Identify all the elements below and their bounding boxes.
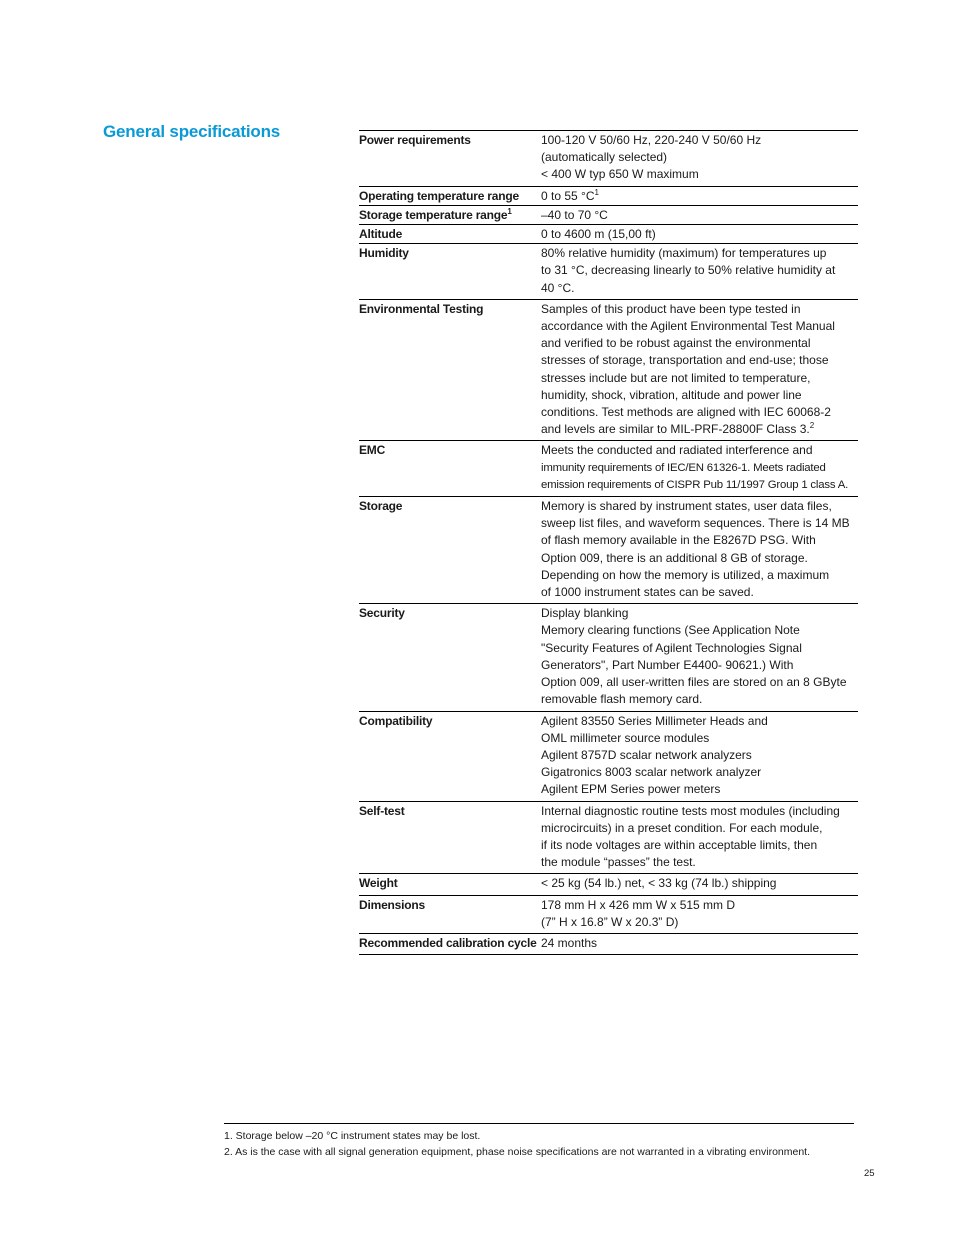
- spec-value-line: Memory is shared by instrument states, user data files,: [541, 499, 832, 514]
- spec-row-storage: [359, 497, 858, 604]
- spec-row-self-test: [359, 802, 858, 875]
- spec-value-line: emission requirements of CISPR Pub 11/1997 Group 1 class A.: [541, 478, 849, 491]
- spec-value-line: to 31 °C, decreasing linearly to 50% relative humidity at: [541, 263, 836, 278]
- spec-value-line: Samples of this product have been type tested in: [541, 301, 801, 316]
- spec-value-line: removable flash memory card.: [541, 692, 703, 707]
- footnote-ref: 1: [507, 206, 512, 216]
- spec-value: < 25 kg (54 lb.) net, < 33 kg (74 lb.) shipping: [541, 876, 777, 891]
- spec-value-line: the module “passes” the test.: [541, 855, 696, 870]
- spec-row-storage-temperature: [359, 206, 858, 225]
- spec-value: [541, 244, 858, 299]
- spec-label: Altitude: [359, 227, 403, 242]
- spec-value: [541, 604, 858, 710]
- spec-value-line: accordance with the Agilent Environmental Test Manual: [541, 319, 835, 334]
- spec-value: [541, 896, 858, 933]
- spec-value-line: Gigatronics 8003 scalar network analyzer: [541, 765, 762, 780]
- spec-value-line: OML millimeter source modules: [541, 730, 710, 745]
- footnote: 2. As is the case with all signal generation equipment, phase noise specifications are not warranted in a vibrating environment.: [224, 1146, 811, 1158]
- spec-label: Self-test: [359, 803, 405, 818]
- spec-value: [541, 131, 858, 186]
- spec-value-line: Option 009, all user-written files are stored on an 8 GByte: [541, 675, 847, 690]
- spec-label: Environmental Testing: [359, 301, 484, 316]
- spec-label-text: Storage temperature range: [359, 207, 508, 222]
- spec-row-emc: [359, 441, 858, 497]
- footnote: 1. Storage below –20 °C instrument states may be lost.: [224, 1130, 481, 1142]
- spec-label: Humidity: [359, 246, 409, 261]
- spec-row-calibration-cycle: [359, 934, 858, 955]
- spec-value: [541, 802, 858, 874]
- spec-value: 24 months: [541, 935, 598, 950]
- spec-value: [541, 441, 858, 496]
- spec-value-line: < 400 W typ 650 W maximum: [541, 167, 699, 182]
- spec-value-line: Generators", Part Number E4400- 90621.) With: [541, 657, 794, 672]
- spec-value-line: 178 mm H x 426 mm W x 515 mm D: [541, 897, 736, 912]
- spec-value-line: of flash memory available in the E8267D PSG. With: [541, 533, 816, 548]
- spec-value: 0 to 4600 m (15,00 ft): [541, 227, 656, 242]
- spec-row-compatibility: [359, 712, 858, 802]
- spec-value-line: 80% relative humidity (maximum) for temperatures up: [541, 246, 827, 261]
- spec-value: [541, 497, 858, 603]
- spec-value-line: 100-120 V 50/60 Hz, 220-240 V 50/60 Hz: [541, 133, 762, 147]
- spec-value: [541, 712, 858, 801]
- spec-row-humidity: [359, 244, 858, 300]
- spec-row-altitude: [359, 225, 858, 244]
- spec-value-line: and verified to be robust against the environmental: [541, 336, 811, 351]
- spec-value-line: stresses include but are not limited to temperature,: [541, 370, 811, 385]
- spec-value-line: immunity requirements of IEC/EN 61326-1. Meets radiated: [541, 461, 826, 474]
- spec-value-line: (automatically selected): [541, 150, 668, 165]
- spec-value: –40 to 70 °C: [541, 207, 608, 222]
- spec-value-text: and levels are similar to MIL-PRF-28800F Class 3.: [541, 422, 810, 437]
- spec-row-weight: [359, 874, 858, 895]
- spec-row-power: [359, 131, 858, 187]
- spec-value-line: Depending on how the memory is utilized, a maximum: [541, 567, 830, 582]
- spec-value-line: Internal diagnostic routine tests most modules (including: [541, 803, 840, 818]
- spec-label: Dimensions: [359, 897, 426, 912]
- spec-row-dimensions: [359, 896, 858, 934]
- spec-value-line: Display blanking: [541, 606, 629, 621]
- spec-value: [541, 187, 858, 205]
- spec-value-line: sweep list files, and waveform sequences. There is 14 MB: [541, 516, 850, 531]
- spec-value-line: of 1000 instrument states can be saved.: [541, 585, 754, 600]
- footnotes: [224, 1123, 854, 1160]
- spec-row-security: [359, 604, 858, 711]
- general-specifications-table: [359, 130, 858, 955]
- spec-value-line: (7” H x 16.8” W x 20.3” D): [541, 914, 679, 929]
- spec-label: Storage: [359, 499, 403, 514]
- spec-value-line: conditions. Test methods are aligned with IEC 60068-2: [541, 405, 831, 420]
- spec-value-line: stresses of storage, transportation and end-use; those: [541, 353, 829, 368]
- spec-value-line: 40 °C.: [541, 280, 575, 295]
- spec-value-text: 0 to 55 °C: [541, 188, 595, 203]
- spec-label: Operating temperature range: [359, 188, 519, 203]
- spec-row-environmental-testing: [359, 300, 858, 442]
- spec-label: Compatibility: [359, 713, 433, 728]
- spec-label: [359, 206, 541, 224]
- section-title: General specifications: [103, 122, 281, 141]
- spec-label: Recommended calibration cycle: [359, 935, 537, 950]
- spec-label: Security: [359, 606, 405, 621]
- footnote-ref: 2: [809, 421, 815, 431]
- spec-label: Weight: [359, 876, 398, 891]
- spec-value-line: "Security Features of Agilent Technologies Signal: [541, 640, 802, 655]
- spec-value: [541, 300, 858, 441]
- page-number: 25: [864, 1168, 875, 1179]
- spec-row-operating-temperature: [359, 187, 858, 206]
- spec-value-line: microcircuits) in a preset condition. For each module,: [541, 820, 823, 835]
- spec-value-line: Agilent EPM Series power meters: [541, 782, 721, 797]
- spec-value-line: humidity, shock, vibration, altitude and power line: [541, 387, 802, 402]
- spec-value-line: Meets the conducted and radiated interference and: [541, 443, 813, 458]
- spec-value-line: [541, 421, 858, 438]
- spec-label: Power requirements: [359, 133, 471, 147]
- spec-label: EMC: [359, 443, 386, 458]
- spec-value-line: Memory clearing functions (See Application Note: [541, 623, 800, 638]
- spec-value-line: Agilent 83550 Series Millimeter Heads and: [541, 713, 768, 728]
- spec-value-line: Agilent 8757D scalar network analyzers: [541, 747, 752, 762]
- spec-value-line: if its node voltages are within acceptable limits, then: [541, 837, 818, 852]
- spec-value-line: Option 009, there is an additional 8 GB of storage.: [541, 550, 808, 565]
- footnote-ref: 1: [594, 187, 599, 197]
